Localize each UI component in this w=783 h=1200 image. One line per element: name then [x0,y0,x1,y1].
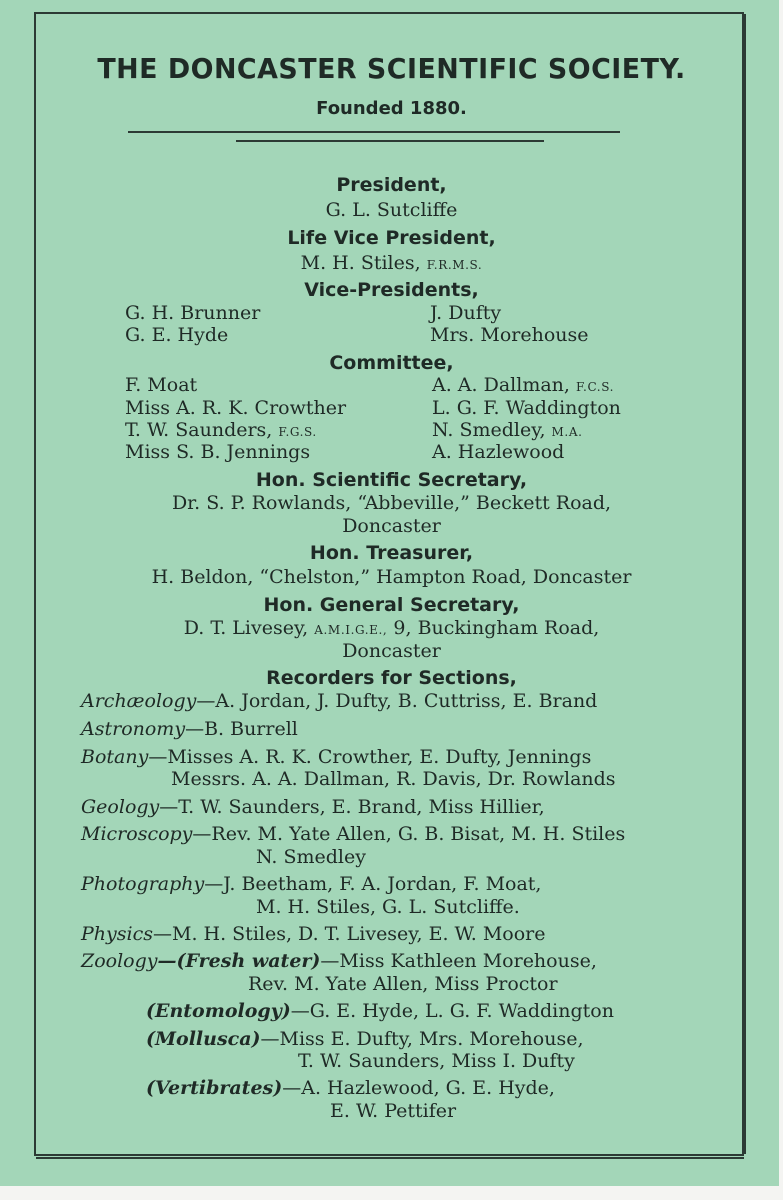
committee-left-1 [125,374,197,396]
general-secretary-address: 9, Buckingham Road, [393,617,600,639]
committee-left-4 [125,441,310,463]
recorder-zoology [81,950,597,972]
title-rule-short [236,140,544,142]
names-archaeology: —A. Jordan, J. Dufty, B. Cuttriss, E. Brand [196,690,598,712]
committee-right-1-name: A. A. Dallman, [432,374,570,396]
section-zoology: Zoology [81,950,158,972]
committee-left-4-name: Miss S. B. Jennings [125,441,311,463]
committee-right-3 [432,419,583,441]
subsection-mollusca: (Mollusca) [146,1028,261,1050]
names-vertibrates: —A. Hazlewood, G. E. Hyde, [282,1077,555,1099]
general-secretary-heading: Hon. General Secretary, [263,594,520,616]
president-name: G. L. Sutcliffe [325,199,458,221]
life-vice-president-name [0,252,783,274]
section-archaeology: Archæology [81,690,197,712]
committee-right-3-suffix: M.A. [551,425,583,439]
committee-right-4 [432,441,564,463]
recorder-photography [81,873,541,895]
scientific-secretary-heading: Hon. Scientific Secretary, [255,469,528,491]
vice-president-left-1: G. H. Brunner [125,302,261,324]
general-secretary-line1 [0,617,783,639]
recorder-physics [81,923,546,945]
life-vice-president-person: M. H. Stiles, [300,252,421,274]
committee-left-3-suffix: F.G.S. [278,425,317,439]
committee-right-2-name: L. G. F. Waddington [432,397,621,419]
committee-right-2 [432,397,621,419]
section-photography: Photography [81,873,205,895]
committee-left-2 [125,397,346,419]
vice-president-left-2: G. E. Hyde [125,324,229,346]
committee-left-3 [125,419,317,441]
scientific-secretary-line2: Doncaster [342,515,441,537]
subsection-fresh-water: —(Fresh water) [157,950,321,972]
names-microscopy: —Rev. M. Yate Allen, G. B. Bisat, M. H. Stiles [192,823,626,845]
section-astronomy: Astronomy [81,718,186,740]
page-title: THE DONCASTER SCIENTIFIC SOCIETY. [97,52,686,85]
recorder-archaeology [81,690,597,712]
vice-president-right-2: Mrs. Morehouse [430,324,589,346]
recorder-zoology-line2: Rev. M. Yate Allen, Miss Proctor [248,973,558,995]
names-mollusca: —Miss E. Dufty, Mrs. Morehouse, [260,1028,584,1050]
title-rule-long [128,131,620,133]
names-astronomy: —B. Burrell [185,718,298,740]
recorder-microscopy-line2: N. Smedley [256,846,366,868]
names-botany: —Misses A. R. K. Crowther, E. Dufty, Jennings [148,746,592,768]
general-secretary-line2: Doncaster [342,640,441,662]
section-microscopy: Microscopy [81,823,193,845]
recorder-microscopy [81,823,625,845]
scientific-secretary-line1: Dr. S. P. Rowlands, “Abbeville,” Beckett Road, [171,492,612,514]
committee-left-2-name: Miss A. R. K. Crowther [125,397,347,419]
general-secretary-suffix: A.M.I.G.E., [314,623,388,637]
committee-right-1 [432,374,614,396]
treasurer-heading: Hon. Treasurer, [309,542,474,564]
names-photography: —J. Beetham, F. A. Jordan, F. Moat, [204,873,542,895]
vice-presidents-heading: Vice-Presidents, [304,279,479,301]
life-vice-president-heading: Life Vice President, [287,227,496,249]
names-geology: —T. W. Saunders, E. Brand, Miss Hillier, [159,796,545,818]
life-vice-president-suffix: F.R.M.S. [426,258,483,272]
committee-right-3-name: N. Smedley, [432,419,546,441]
names-entomology: —G. E. Hyde, L. G. F. Waddington [290,1000,614,1022]
recorder-vertibrates-line2: E. W. Pettifer [330,1100,457,1122]
committee-heading: Committee, [329,352,454,374]
recorder-botany-line2: Messrs. A. A. Dallman, R. Davis, Dr. Rowlands [171,768,616,790]
section-botany: Botany [81,746,149,768]
committee-right-4-name: A. Hazlewood [432,441,565,463]
recorder-mollusca-line2: T. W. Saunders, Miss I. Dufty [298,1050,575,1072]
vice-president-right-1: J. Dufty [430,302,502,324]
recorder-botany [81,746,591,768]
recorder-astronomy [81,718,298,740]
recorders-heading: Recorders for Sections, [266,667,517,689]
names-physics: —M. H. Stiles, D. T. Livesey, E. W. Moore [152,923,546,945]
recorder-photography-line2: M. H. Stiles, G. L. Sutcliffe. [256,896,520,918]
recorder-mollusca [146,1028,584,1050]
recorder-vertibrates [146,1077,555,1099]
committee-right-1-suffix: F.C.S. [575,380,615,394]
names-fresh-water: —Miss Kathleen Morehouse, [320,950,597,972]
president-heading: President, [336,174,447,196]
frame-double-bottom [36,1157,744,1159]
founded-line: Founded 1880. [316,98,467,119]
recorder-geology [81,796,545,818]
committee-left-3-name: T. W. Saunders, [125,419,273,441]
subsection-entomology: (Entomology) [146,1000,291,1022]
section-geology: Geology [81,796,160,818]
recorder-entomology [146,1000,614,1022]
subsection-vertibrates: (Vertibrates) [146,1077,283,1099]
treasurer-line1: H. Beldon, “Chelston,” Hampton Road, Doncaster [151,566,632,588]
section-physics: Physics [81,923,153,945]
committee-left-1-name: F. Moat [125,374,198,396]
general-secretary-name: D. T. Livesey, [183,617,309,639]
